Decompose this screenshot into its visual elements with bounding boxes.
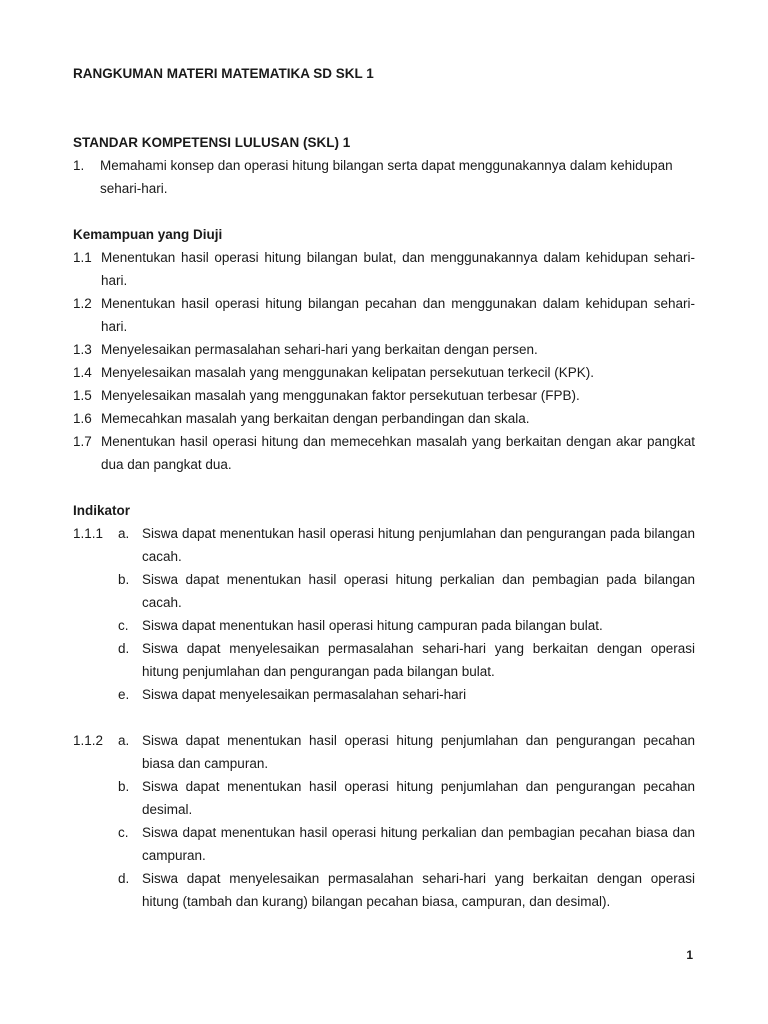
indikator-item — [118, 867, 695, 913]
indikator-item — [118, 522, 695, 568]
indikator-list — [118, 522, 695, 706]
page-number: 1 — [686, 948, 693, 962]
indikator-item — [118, 683, 695, 706]
kemampuan-item-text: Menyelesaikan permasalahan sehari-hari yang berkaitan dengan persen. — [101, 342, 538, 357]
indikator-item-letter: d. — [118, 871, 130, 886]
indikator-item-letter: c. — [118, 618, 129, 633]
kemampuan-item — [73, 292, 695, 338]
indikator-item — [118, 614, 695, 637]
kemampuan-item — [73, 384, 695, 407]
indikator-item — [118, 568, 695, 614]
indikator-code: 1.1.1 — [73, 526, 104, 541]
indikator-item-letter: d. — [118, 641, 130, 656]
indikator-item — [118, 729, 695, 775]
indikator-item-text: Siswa dapat menentukan hasil operasi hitung penjumlahan dan pengurangan pada bilangan cacah. — [142, 526, 695, 564]
indikator-item — [118, 821, 695, 867]
indikator-item-letter: c. — [118, 825, 129, 840]
kemampuan-item-number: 1.4 — [73, 365, 92, 380]
skl-item — [73, 154, 695, 200]
kemampuan-heading: Kemampuan yang Diuji — [73, 227, 223, 242]
skl-item-text: Memahami konsep dan operasi hitung bilangan serta dapat menggunakannya dalam kehidupan sehari-hari. — [100, 158, 673, 196]
indikator-item — [118, 637, 695, 683]
kemampuan-item — [73, 407, 695, 430]
indikator-item-letter: a. — [118, 526, 130, 541]
indikator-groups — [73, 522, 695, 913]
indikator-item-text: Siswa dapat menentukan hasil operasi hitung penjumlahan dan pengurangan pecahan desimal. — [142, 779, 695, 817]
indikator-item-text: Siswa dapat menyelesaikan permasalahan sehari-hari — [142, 687, 467, 702]
document-page — [73, 62, 695, 913]
indikator-item-text: Siswa dapat menentukan hasil operasi hitung penjumlahan dan pengurangan pecahan biasa dan campuran. — [142, 733, 695, 771]
kemampuan-item-text: Menentukan hasil operasi hitung dan memecehkan masalah yang berkaitan dengan akar pangkat dua dan pangkat dua. — [101, 434, 695, 472]
indikator-item-text: Siswa dapat menentukan hasil operasi hitung perkalian dan pembagian pada bilangan cacah. — [142, 572, 695, 610]
indikator-item-text: Siswa dapat menentukan hasil operasi hitung perkalian dan pembagian pecahan biasa dan campuran. — [142, 825, 695, 863]
indikator-item-letter: b. — [118, 572, 130, 587]
indikator-group — [73, 729, 695, 913]
kemampuan-list — [73, 246, 695, 476]
kemampuan-item-text: Menentukan hasil operasi hitung bilangan pecahan dan menggunakan dalam kehidupan sehari-hari. — [101, 296, 695, 334]
indikator-item-letter: b. — [118, 779, 130, 794]
kemampuan-item-text: Menyelesaikan masalah yang menggunakan kelipatan persekutuan terkecil (KPK). — [101, 365, 595, 380]
indikator-code: 1.1.2 — [73, 733, 104, 748]
skl-item-number: 1. — [73, 158, 85, 173]
indikator-item-letter: e. — [118, 687, 130, 702]
kemampuan-item-text: Menentukan hasil operasi hitung bilangan bulat, dan menggunakannya dalam kehidupan sehari-hari. — [101, 250, 695, 288]
kemampuan-item-number: 1.7 — [73, 434, 92, 449]
indikator-item-text: Siswa dapat menentukan hasil operasi hitung campuran pada bilangan bulat. — [142, 618, 603, 633]
indikator-item — [118, 775, 695, 821]
indikator-item-text: Siswa dapat menyelesaikan permasalahan sehari-hari yang berkaitan dengan operasi hitung penjumlahan dan pengurangan pada bilangan bulat. — [142, 641, 695, 679]
skl-heading: STANDAR KOMPETENSI LULUSAN (SKL) 1 — [73, 135, 351, 150]
kemampuan-item-number: 1.1 — [73, 250, 92, 265]
kemampuan-item — [73, 338, 695, 361]
indikator-item-text: Siswa dapat menyelesaikan permasalahan sehari-hari yang berkaitan dengan operasi hitung (tambah dan kurang) bilangan pecahan biasa, campuran, dan desimal). — [142, 871, 695, 909]
indikator-group — [73, 522, 695, 706]
kemampuan-item-number: 1.5 — [73, 388, 92, 403]
indikator-item-letter: a. — [118, 733, 130, 748]
kemampuan-item-text: Memecahkan masalah yang berkaitan dengan perbandingan dan skala. — [101, 411, 530, 426]
indikator-list — [118, 729, 695, 913]
kemampuan-item-number: 1.6 — [73, 411, 92, 426]
document-title: RANGKUMAN MATERI MATEMATIKA SD SKL 1 — [73, 66, 374, 81]
kemampuan-item-text: Menyelesaikan masalah yang menggunakan faktor persekutuan terbesar (FPB). — [101, 388, 580, 403]
indikator-heading: Indikator — [73, 503, 131, 518]
kemampuan-item-number: 1.2 — [73, 296, 92, 311]
kemampuan-item-number: 1.3 — [73, 342, 92, 357]
kemampuan-item — [73, 430, 695, 476]
kemampuan-item — [73, 246, 695, 292]
kemampuan-item — [73, 361, 695, 384]
